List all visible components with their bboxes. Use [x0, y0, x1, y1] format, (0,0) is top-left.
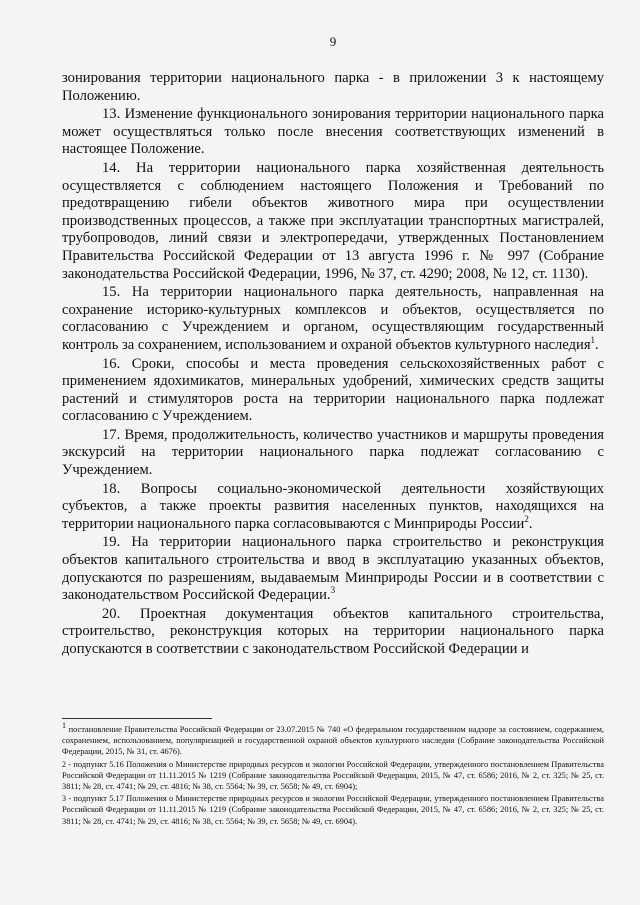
- footnote-2-text: - подпункт 5.16 Положения о Министерстве природных ресурсов и экологии Российской Федерации, утвержденного постановлением Правительства Российской Федерации от 11.11.2015 № 1219 (Собрание законодательства Российской Федерации, 2015, № 47, ст. 6586; 2016, № 2, ст. 325; № 25, ст. 3811; № 28, ст. 4741; № 29, ст. 4816; № 38, ст. 5564; № 39, ст. 5658; № 49, ст. 6904);: [62, 759, 604, 792]
- footnote-3: [62, 793, 604, 827]
- paragraph-19: [62, 534, 604, 604]
- paragraph-continuation: зонирования территории национального парка - в приложении 3 к настоящему Положению.: [62, 70, 604, 104]
- paragraph-15: [62, 284, 604, 354]
- footnote-3-mark: 3: [62, 794, 66, 804]
- footnote-ref-3: 3: [330, 585, 336, 596]
- footnote-1-text: постановление Правительства Российской Федерации от 23.07.2015 № 740 «О федеральном государственном надзоре за состоянием, содержанием, сохранением, использованием, популяризацией и государственной охраной объектов культурного наследия (Собрание законодательства Российской Федерации, 2015, № 31, ст. 4676).: [62, 725, 604, 757]
- paragraph-14: 14. На территории национального парка хозяйственная деятельность осуществляется с соблюдением настоящего Положения и Требований по предотвращению гибели объектов животного мира при осуществлении производственных процессов, а также при эксплуатации транспортных магистралей, трубопроводов, линий связи и электропередачи, утвержденных Постановлением Правительства Российской Федерации от 13 августа 1996 г. № 997 (Собрание законодательства Российской Федерации, 1996, № 37, ст. 4290; 2008, № 12, ст. 1130).: [62, 159, 604, 282]
- footnote-ref-1: 1: [590, 335, 596, 346]
- footnote-1-mark: 1: [62, 721, 66, 731]
- footnote-2-mark: 2: [62, 759, 66, 769]
- footnote-divider: [62, 718, 212, 719]
- body-text: [62, 70, 604, 659]
- paragraph-17: 17. Время, продолжительность, количество участников и маршруты проведения экскурсий на территории национального парка подлежат согласованию с Учреждением.: [62, 426, 604, 479]
- paragraph-13: 13. Изменение функционального зонирования территории национального парка может осуществляться только после внесения соответствующих изменений в настоящее Положение.: [62, 106, 604, 158]
- paragraph-18: [62, 481, 604, 534]
- paragraph-15-text: 15. На территории национального парка деятельность, направленная на сохранение историко-культурных комплексов и объектов, осуществляется по согласованию с Учреждением и органом, осуществляющим государственный контроль за сохранением, использованием и охраной объектов культурного наследия: [62, 284, 604, 353]
- paragraph-19-text: 19. На территории национального парка строительство и реконструкция объектов капитального строительства и ввод в эксплуатацию указанных объектов, допускаются по разрешениям, выдаваемым Минприроды России и в соответствии с законодательством Российской Федерации.: [62, 534, 604, 604]
- paragraph-20: 20. Проектная документация объектов капитального строительства, строительство, реконструкция которых на территории национального парка допускаются в соответствии с законодательством Российской Федерации и: [62, 605, 604, 657]
- paragraph-18-end: .: [528, 515, 533, 532]
- paragraph-16: 16. Сроки, способы и места проведения сельскохозяйственных работ с применением ядохимикатов, минеральных удобрений, химических средств защиты растений и стимуляторов роста на территории национального парка подлежат согласованию с Учреждением.: [62, 355, 604, 425]
- footnotes: [62, 718, 604, 827]
- footnote-1: [62, 721, 604, 758]
- paragraph-15-end: .: [595, 336, 599, 353]
- footnote-ref-2: 2: [524, 513, 529, 524]
- footnote-3-text: - подпункт 5.17 Положения о Министерстве природных ресурсов и экологии Российской Федерации, утвержденного постановлением Правительства Российской Федерации от 11.11.2015 № 1219 (Собрание законодательства Российской Федерации, 2015, № 47, ст. 6586; 2016, № 2, ст. 325; № 25, ст. 3811; № 28, ст. 4741; № 29, ст. 4816; № 38, ст. 5564; № 39, ст. 5658; № 49, ст. 6904).: [62, 794, 604, 826]
- paragraph-18-text: 18. Вопросы социально-экономической деятельности хозяйствующих субъектов, а также проекты развития населенных пунктов, находящихся на территории национального парка согласовываются с Минприроды России: [62, 480, 604, 532]
- footnote-2: [62, 759, 604, 793]
- page-number: 9: [329, 34, 337, 49]
